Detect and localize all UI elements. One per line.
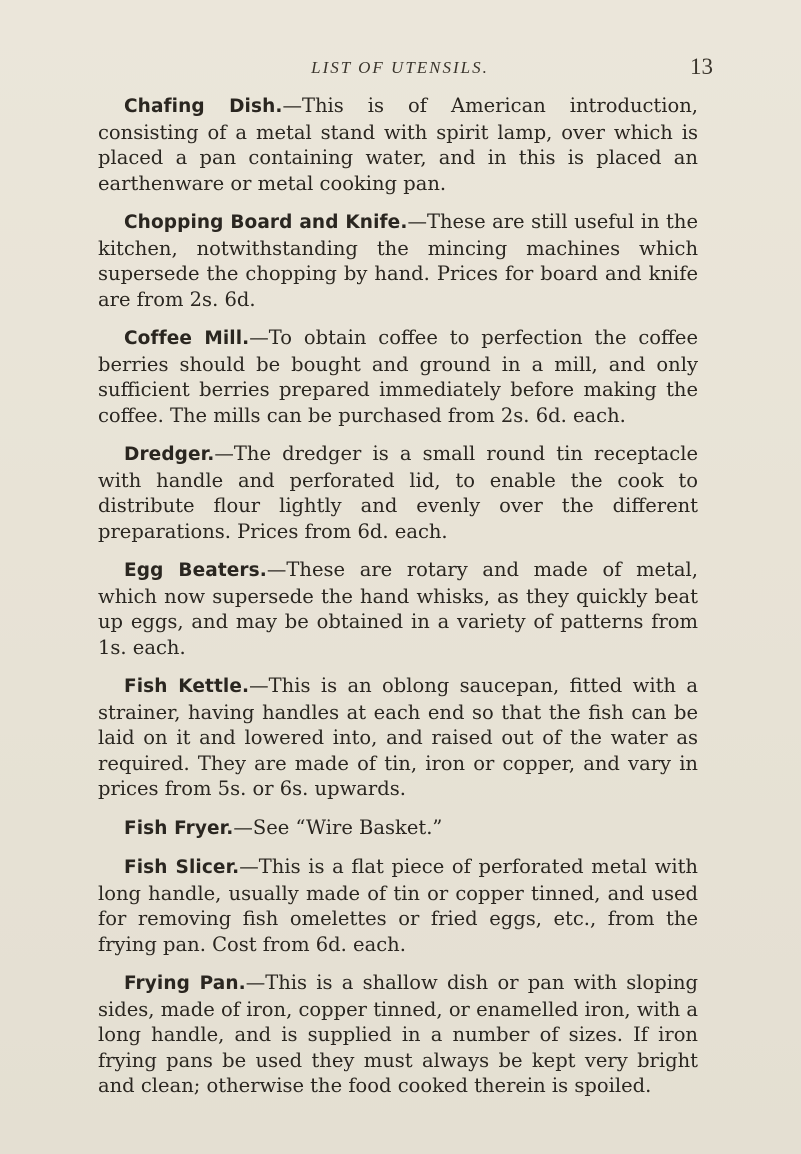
page-number: 13	[690, 54, 713, 79]
running-title: LIST OF UTENSILS.	[311, 58, 489, 77]
entry-text: This is a shallow dish or pan with sloping sides, made of iron, copper tinned, or enamelled iron, with a long handle, and is supplied in a number of sizes. If iron frying pans be used they must always be kept very bright and clean; otherwise the food cooked therein is spoiled.	[98, 971, 698, 1097]
entry-text: These are rotary and made of metal, which now supersede the hand whisks, as they quickly beat up eggs, and may be obtained in a variety of patterns from 1s. each.	[98, 558, 698, 659]
entry-term: Chafing Dish.	[124, 96, 283, 117]
entry-text: This is a flat piece of perforated metal with long handle, usually made of tin or copper tinned, and used for removing fish omelettes or fried eggs, etc., from the frying pan. Cost from 6d. each.	[98, 855, 698, 956]
entry-text: See “Wire Basket.”	[252, 815, 443, 839]
entry-coffee-mill	[98, 325, 698, 428]
entry-term: Fish Kettle.	[124, 676, 250, 697]
entry-term: Fish Slicer.	[124, 857, 240, 878]
entry-separator: —	[249, 326, 269, 349]
entry-separator: —	[249, 674, 269, 697]
entry-term: Fish Fryer.	[124, 817, 234, 839]
entry-term: Frying Pan.	[124, 973, 246, 994]
entry-term: Dredger.	[124, 444, 215, 465]
entry-fish-kettle	[98, 673, 698, 802]
entry-term: Chopping Board and Knife.	[124, 212, 408, 233]
entry-separator: —	[266, 558, 287, 581]
entry-text: This is an oblong saucepan, fitted with a strainer, having handles at each end so that the fish can be laid on it and lowered into, and raised out of the water as required. They are made of tin, iron or copper, and vary in prices from 5s. or 6s. upwards.	[98, 674, 698, 800]
entry-chopping-board	[98, 209, 698, 312]
entry-text: To obtain coffee to perfection the coffee berries should be bought and ground in a mill, and only sufficient berries prepared immediately before making the coffee. The mills can be purchased from 2s. 6d. each.	[98, 326, 698, 427]
entry-egg-beaters	[98, 557, 698, 660]
entry-term: Coffee Mill.	[124, 328, 250, 349]
entry-separator: —	[214, 442, 234, 465]
entry-separator: —	[239, 855, 259, 878]
entry-frying-pan	[98, 970, 698, 1099]
entry-chafing-dish	[98, 93, 698, 196]
entry-list	[98, 93, 698, 1112]
entry-separator: —	[245, 971, 266, 994]
entry-separator: —	[282, 94, 302, 117]
entry-text: These are still useful in the kitchen, notwithstanding the mincing machines which supersede the chopping by hand. Prices for board and knife are from 2s. 6d.	[98, 210, 698, 311]
entry-separator: —	[233, 815, 253, 839]
entry-dredger	[98, 441, 698, 544]
running-head	[0, 54, 801, 84]
entry-text: This is of American introduction, consisting of a metal stand with spirit lamp, over which is placed a pan containing water, and in this is placed an earthenware or metal cooking pan.	[98, 94, 698, 195]
entry-fish-slicer	[98, 854, 698, 957]
entry-fish-fryer	[98, 815, 698, 842]
entry-text: The dredger is a small round tin receptacle with handle and perforated lid, to enable the cook to distribute flour lightly and evenly over the different preparations. Prices from 6d. each.	[98, 442, 698, 543]
entry-separator: —	[407, 210, 427, 233]
entry-term: Egg Beaters.	[124, 560, 267, 581]
